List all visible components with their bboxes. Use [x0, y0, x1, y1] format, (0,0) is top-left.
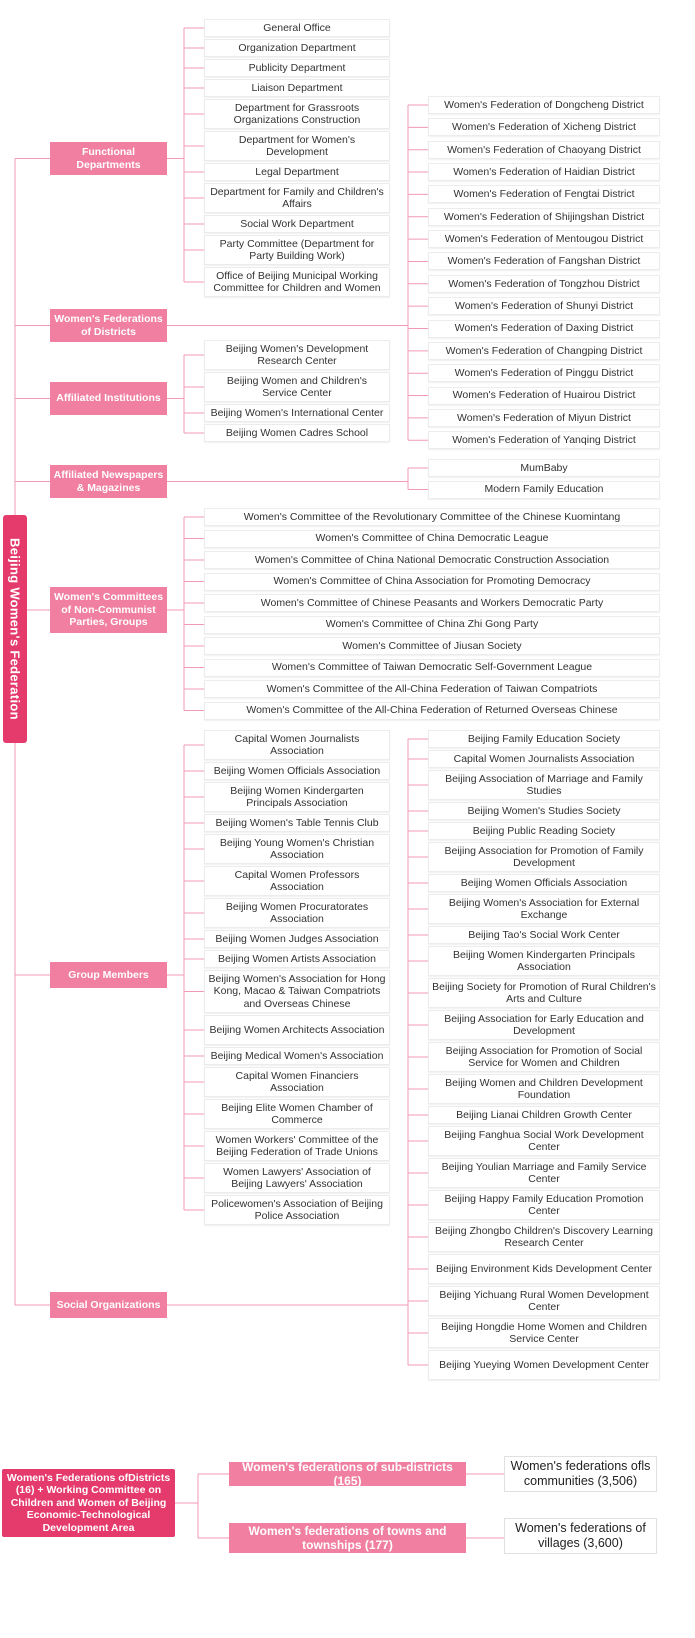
district-federation-item: Women's Federation of Yanqing District	[428, 431, 660, 449]
social-organization-item: Beijing Women's Studies Society	[428, 802, 660, 820]
department-item: Party Committee (Department for Party Building Work)	[204, 235, 390, 265]
group-member-item: Beijing Women Procuratorates Association	[204, 898, 390, 928]
committee-item: Women's Committee of China Association for Promoting Democracy	[204, 573, 660, 591]
group-member-item: Beijing Women Architects Association	[204, 1015, 390, 1045]
category-node: Functional Departments	[50, 142, 167, 175]
institution-item: Beijing Women and Children's Service Center	[204, 372, 390, 402]
district-federation-item: Women's Federation of Xicheng District	[428, 118, 660, 136]
group-member-item: Beijing Women Kindergarten Principals Association	[204, 782, 390, 812]
committee-item: Women's Committee of Chinese Peasants and Workers Democratic Party	[204, 594, 660, 612]
department-item: Department for Women's Development	[204, 131, 390, 161]
group-member-item: Beijing Women Judges Association	[204, 930, 390, 948]
group-member-item: Beijing Women Officials Association	[204, 762, 390, 780]
department-item: Department for Grassroots Organizations Construction	[204, 99, 390, 129]
institution-item: Beijing Women's International Center	[204, 404, 390, 422]
social-organization-item: Beijing Tao's Social Work Center	[428, 926, 660, 944]
social-organization-item: Beijing Environment Kids Development Center	[428, 1254, 660, 1284]
root-node: Beijing Women's Federation	[3, 515, 27, 743]
department-item: Department for Family and Children's Affairs	[204, 183, 390, 213]
towns-node: Women's federations of towns and townships (177)	[229, 1523, 466, 1553]
group-member-item: Capital Women Financiers Association	[204, 1067, 390, 1097]
group-member-item: Beijing Medical Women's Association	[204, 1047, 390, 1065]
department-item: General Office	[204, 19, 390, 37]
social-organization-item: Beijing Family Education Society	[428, 730, 660, 748]
group-member-item: Women Workers' Committee of the Beijing Federation of Trade Unions	[204, 1131, 390, 1161]
committee-item: Women's Committee of China National Democratic Construction Association	[204, 551, 660, 569]
group-member-item: Beijing Elite Women Chamber of Commerce	[204, 1099, 390, 1129]
district-federation-item: Women's Federation of Dongcheng District	[428, 96, 660, 114]
social-organization-item: Beijing Yueying Women Development Center	[428, 1350, 660, 1380]
social-organization-item: Beijing Women and Children Development Foundation	[428, 1074, 660, 1104]
department-item: Social Work Department	[204, 215, 390, 233]
group-member-item: Beijing Young Women's Christian Association	[204, 834, 390, 864]
department-item: Organization Department	[204, 39, 390, 57]
social-organization-item: Beijing Happy Family Education Promotion Center	[428, 1190, 660, 1220]
district-federation-item: Women's Federation of Tongzhou District	[428, 275, 660, 293]
subdistricts-node: Women's federations of sub-districts (165)	[229, 1462, 466, 1486]
committee-item: Women's Committee of China Zhi Gong Party	[204, 616, 660, 634]
group-member-item: Capital Women Journalists Association	[204, 730, 390, 760]
category-node: Women's Committees of Non-Communist Parties, Groups	[50, 587, 167, 633]
group-member-item: Beijing Women Artists Association	[204, 950, 390, 968]
social-organization-item: Beijing Youlian Marriage and Family Service Center	[428, 1158, 660, 1188]
communities-node: Women's federations ofls communities (3,506)	[504, 1456, 657, 1492]
villages-node: Women's federations of villages (3,600)	[504, 1518, 657, 1554]
social-organization-item: Beijing Women's Association for External Exchange	[428, 894, 660, 924]
committee-item: Women's Committee of China Democratic League	[204, 530, 660, 548]
social-organization-item: Beijing Association for Early Education and Development	[428, 1010, 660, 1040]
newspaper-item: MumBaby	[428, 459, 660, 477]
group-member-item: Policewomen's Association of Beijing Police Association	[204, 1195, 390, 1225]
department-item: Legal Department	[204, 163, 390, 181]
district-federation-item: Women's Federation of Chaoyang District	[428, 141, 660, 159]
district-federation-item: Women's Federation of Mentougou District	[428, 230, 660, 248]
social-organization-item: Beijing Fanghua Social Work Development Center	[428, 1126, 660, 1156]
social-organization-item: Beijing Women Kindergarten Principals Association	[428, 946, 660, 976]
committee-item: Women's Committee of Jiusan Society	[204, 637, 660, 655]
social-organization-item: Beijing Association for Promotion of Family Development	[428, 842, 660, 872]
district-federation-item: Women's Federation of Fengtai District	[428, 185, 660, 203]
district-federation-item: Women's Federation of Changping District	[428, 342, 660, 360]
department-item: Publicity Department	[204, 59, 390, 77]
category-node: Affiliated Institutions	[50, 382, 167, 415]
district-federation-item: Women's Federation of Miyun District	[428, 409, 660, 427]
bottom-source-node: Women's Federations ofDistricts (16) + Working Committee on Children and Women of Beijing Economic-Technological Development Area	[2, 1469, 175, 1537]
institution-item: Beijing Women Cadres School	[204, 424, 390, 442]
district-federation-item: Women's Federation of Huairou District	[428, 387, 660, 405]
social-organization-item: Beijing Public Reading Society	[428, 822, 660, 840]
district-federation-item: Women's Federation of Pinggu District	[428, 364, 660, 382]
district-federation-item: Women's Federation of Daxing District	[428, 320, 660, 338]
social-organization-item: Beijing Association for Promotion of Social Service for Women and Children	[428, 1042, 660, 1072]
committee-item: Women's Committee of Taiwan Democratic Self-Government League	[204, 659, 660, 677]
committee-item: Women's Committee of the All-China Federation of Taiwan Compatriots	[204, 680, 660, 698]
category-node: Affiliated Newspapers & Magazines	[50, 465, 167, 498]
social-organization-item: Beijing Society for Promotion of Rural Children's Arts and Culture	[428, 978, 660, 1008]
group-member-item: Beijing Women's Table Tennis Club	[204, 814, 390, 832]
group-member-item: Capital Women Professors Association	[204, 866, 390, 896]
category-node: Group Members	[50, 962, 167, 988]
district-federation-item: Women's Federation of Shunyi District	[428, 297, 660, 315]
social-organization-item: Beijing Women Officials Association	[428, 874, 660, 892]
social-organization-item: Beijing Yichuang Rural Women Development Center	[428, 1286, 660, 1316]
social-organization-item: Beijing Association of Marriage and Family Studies	[428, 770, 660, 800]
institution-item: Beijing Women's Development Research Center	[204, 340, 390, 370]
group-member-item: Beijing Women's Association for Hong Kong, Macao & Taiwan Compatriots and Overseas Chinese	[204, 970, 390, 1013]
committee-item: Women's Committee of the Revolutionary Committee of the Chinese Kuomintang	[204, 508, 660, 526]
district-federation-item: Women's Federation of Haidian District	[428, 163, 660, 181]
social-organization-item: Beijing Hongdie Home Women and Children Service Center	[428, 1318, 660, 1348]
category-node: Women's Federations of Districts	[50, 309, 167, 342]
committee-item: Women's Committee of the All-China Federation of Returned Overseas Chinese	[204, 702, 660, 720]
social-organization-item: Capital Women Journalists Association	[428, 750, 660, 768]
district-federation-item: Women's Federation of Fangshan District	[428, 252, 660, 270]
department-item: Liaison Department	[204, 79, 390, 97]
social-organization-item: Beijing Lianai Children Growth Center	[428, 1106, 660, 1124]
group-member-item: Women Lawyers' Association of Beijing Lawyers' Association	[204, 1163, 390, 1193]
category-node: Social Organizations	[50, 1292, 167, 1318]
newspaper-item: Modern Family Education	[428, 481, 660, 499]
social-organization-item: Beijing Zhongbo Children's Discovery Learning Research Center	[428, 1222, 660, 1252]
district-federation-item: Women's Federation of Shijingshan District	[428, 208, 660, 226]
department-item: Office of Beijing Municipal Working Committee for Children and Women	[204, 267, 390, 297]
